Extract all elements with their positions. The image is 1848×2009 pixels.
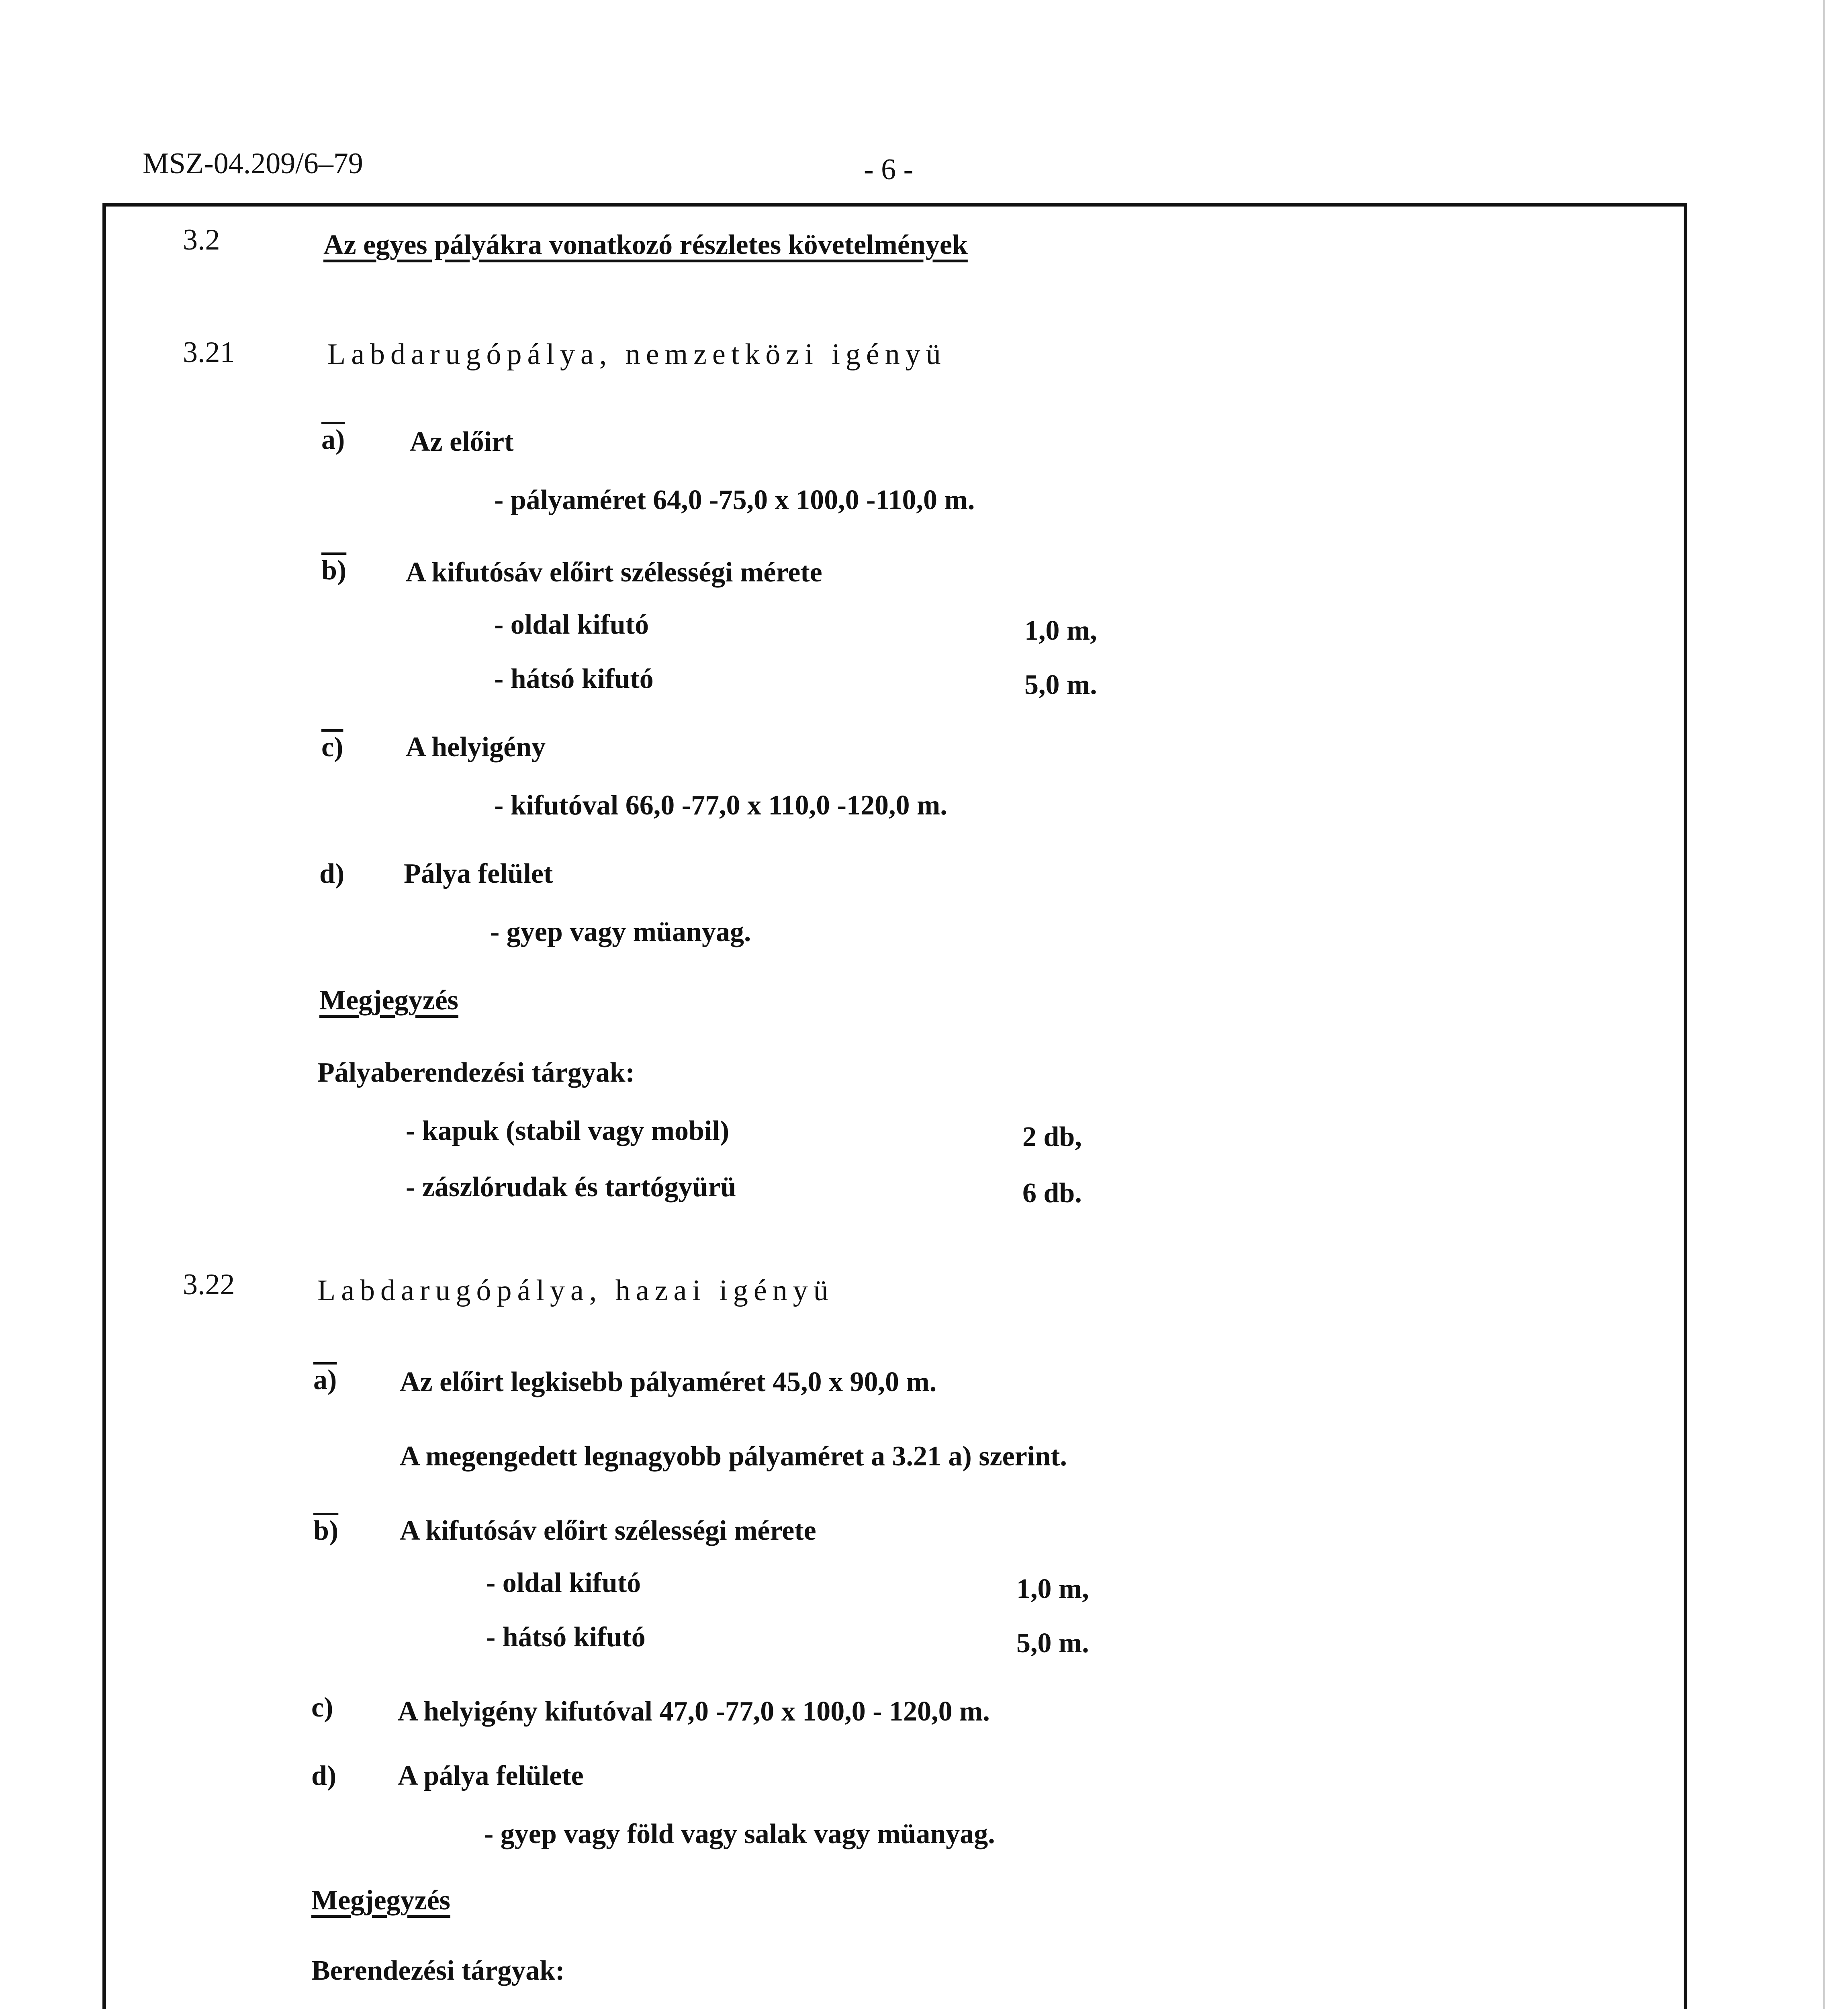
item-text: Az előirt	[410, 426, 514, 457]
item-detail: - hátsó kifutó	[486, 1622, 646, 1653]
item-text: A megengedett legnagyobb pályaméret a 3.21 a) szerint.	[400, 1441, 1067, 1472]
page-edge-line	[1823, 0, 1825, 2009]
note-text: Pályaberendezési tárgyak:	[317, 1057, 635, 1088]
item-value: 1,0 m,	[1024, 615, 1097, 646]
item-label: d)	[311, 1760, 337, 1791]
item-text: Pálya felület	[404, 858, 553, 889]
section-title: Labdarugópálya, hazai igényü	[317, 1274, 834, 1307]
item-detail: - gyep vagy föld vagy salak vagy müanyag.	[484, 1819, 995, 1849]
item-value: 1,0 m,	[1016, 1573, 1089, 1604]
item-label: c)	[311, 1692, 333, 1723]
item-value: 5,0 m.	[1016, 1628, 1089, 1659]
note-heading: Megjegyzés	[319, 985, 458, 1016]
page-number: - 6 -	[864, 153, 914, 186]
item-detail: - oldal kifutó	[494, 609, 649, 640]
item-detail: - hátsó kifutó	[494, 663, 654, 694]
item-text: Az előirt legkisebb pályaméret 45,0 x 90,0 m.	[400, 1367, 937, 1397]
item-label: d)	[319, 858, 345, 889]
item-detail: - pályaméret 64,0 -75,0 x 100,0 -110,0 m.	[494, 485, 975, 516]
item-text: A helyigény kifutóval 47,0 -77,0 x 100,0 - 120,0 m.	[398, 1696, 990, 1727]
item-detail: - oldal kifutó	[486, 1567, 641, 1598]
item-label: a)	[321, 424, 345, 455]
section-number: 3.22	[183, 1268, 235, 1301]
item-value: 5,0 m.	[1024, 669, 1097, 700]
list-item: - kapuk (stabil vagy mobil)	[406, 1115, 730, 1146]
item-text: A kifutósáv előirt szélességi mérete	[400, 1515, 816, 1546]
standard-number: MSZ-04.209/6–79	[143, 147, 363, 180]
section-number: 3.2	[183, 223, 220, 256]
note-text: Berendezési tárgyak:	[311, 1955, 565, 1986]
item-label: b)	[313, 1515, 339, 1546]
list-item-value: 2 db,	[1022, 1121, 1082, 1152]
list-item: - zászlórudak és tartógyürü	[406, 1172, 736, 1203]
item-text: A pálya felülete	[398, 1760, 584, 1791]
item-detail: - kifutóval 66,0 -77,0 x 110,0 -120,0 m.	[494, 790, 947, 821]
item-detail: - gyep vagy müanyag.	[490, 917, 751, 947]
section-number: 3.21	[183, 336, 235, 369]
item-text: A helyigény	[406, 732, 546, 763]
list-item-value: 6 db.	[1022, 1178, 1082, 1209]
content-frame	[102, 203, 1687, 2009]
item-label: c)	[321, 732, 343, 763]
item-label: b)	[321, 555, 347, 586]
section-title: Az egyes pályákra vonatkozó részletes követelmények	[323, 229, 968, 260]
item-label: a)	[313, 1365, 337, 1395]
item-text: A kifutósáv előirt szélességi mérete	[406, 557, 822, 588]
note-heading: Megjegyzés	[311, 1885, 450, 1916]
section-title: Labdarugópálya, nemzetközi igényü	[327, 338, 946, 371]
